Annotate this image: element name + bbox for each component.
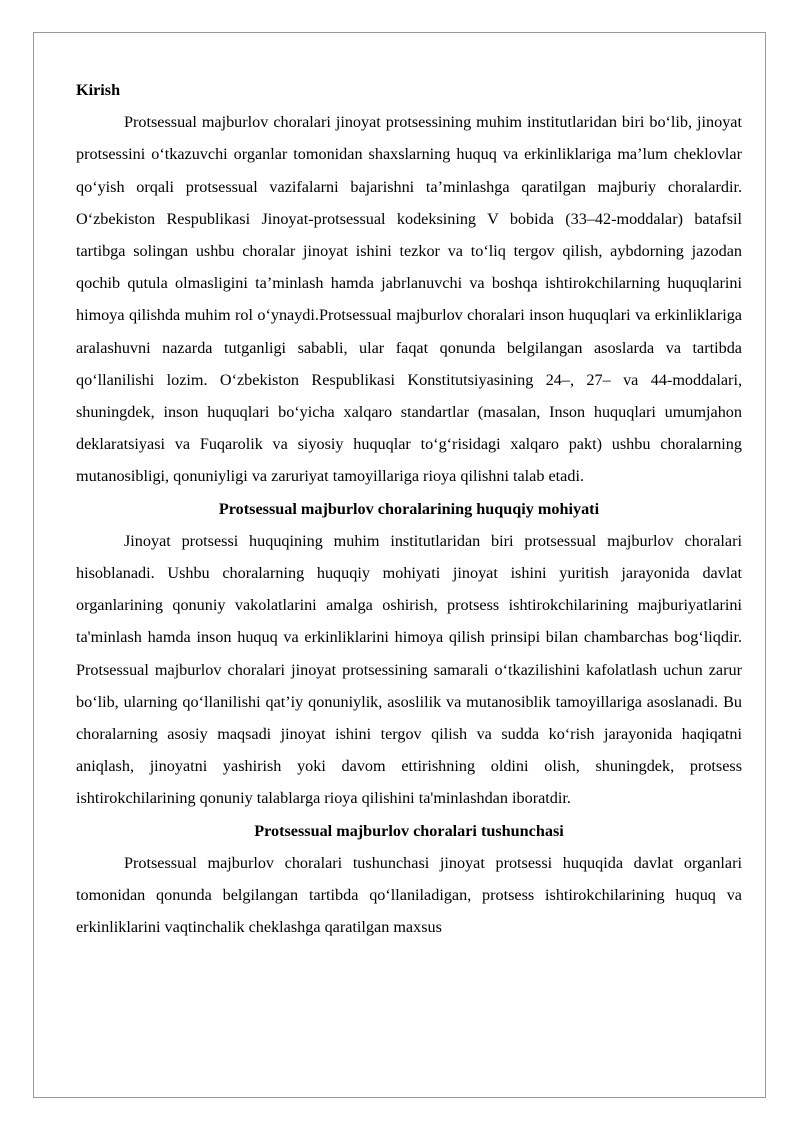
section-legal-essence-heading: Protsessual majburlov choralarining huquqiy mohiyati xyxy=(218,499,600,518)
intro-paragraph: Protsessual majburlov choralari jinoyat protsessining muhim institutlaridan biri bo‘lib, jinoyat protsessini o‘tkazuvchi organlar tomonidan shaxslarning huquq va erkinliklariga ma’lum cheklovlar qo‘yish orqali protsessual vazifalarni bajarishni ta’minlashga qaratilgan majburiy choralardir. O‘zbekiston Respublikasi Jinoyat-protsessual kodeksining V bobida (33–42-moddalar) batafsil tartibga solingan ushbu choralar jinoyat ishini tezkor va to‘liq tergov qilish, aybdorning jazodan qochib qutula olmasligini ta’minlash hamda jabrlanuvchi va boshqa ishtirokchilarning huquqlarini himoya qilishda muhim rol o‘ynaydi.Protsessual majburlov choralari inson huquqlari va erkinliklariga aralashuvni nazarda tutganligi sababli, ular faqat qonunda belgilangan asoslarda va tartibda qo‘llanilishi lozim. O‘zbekiston Respublikasi Konstitutsiyasining 24–, 27– va 44-moddalari, shuningdek, inson huquqlari bo‘yicha xalqaro standartlar (masalan, Inson huquqlari umumjahon deklaratsiyasi va Fuqarolik va siyosiy huquqlar to‘g‘risidagi xalqaro pakt) ushbu choralarning mutanosibligi, qonuniyligi va zaruriyat tamoyillariga rioya qilishni talab etadi. xyxy=(76,113,742,486)
intro-heading: Kirish xyxy=(76,81,121,99)
section-legal-essence-paragraph: Jinoyat protsessi huquqining muhim institutlaridan biri protsessual majburlov choralari hisoblanadi. Ushbu choralarning huquqiy mohiyati jinoyat ishini yuritish jarayonida davlat organlarining qonuniy vakolatlarini amalga oshirish, protsess ishtirokchilarining majburiyatlarini ta'minlash hamda inson huquq va erkinliklarini himoya qilish prinsipi bilan chambarchas bog‘liqdir. Protsessual majburlov choralari jinoyat protsessining samarali o‘tkazilishini kafolatlash uchun zarur bo‘lib, ularning qo‘llanilishi qat’iy qonuniylik, asoslilik va mutanosiblik tamoyillariga asoslanadi. Bu choralarning asosiy maqsadi jinoyat ishini tergov qilish va sudda ko‘rish jarayonida haqiqatni aniqlash, jinoyatni yashirish yoki davom ettirishning oldini olish, shuningdek, protsess ishtirokchilarining qonuniy talablarga rioya qilishini ta'minlashdan iboratdir. xyxy=(76,531,742,808)
section-concept-paragraph: Protsessual majburlov choralari tushunchasi jinoyat protsessi huquqida davlat organlari tomonidan qonunda belgilangan tartibda qo‘llaniladigan, protsess ishtirokchilarining huquq va erkinliklarini vaqtinchalik cheklashga qaratilgan maxsus xyxy=(76,853,742,937)
document-body xyxy=(76,74,742,943)
section-concept-heading: Protsessual majburlov choralari tushunchasi xyxy=(254,821,564,840)
